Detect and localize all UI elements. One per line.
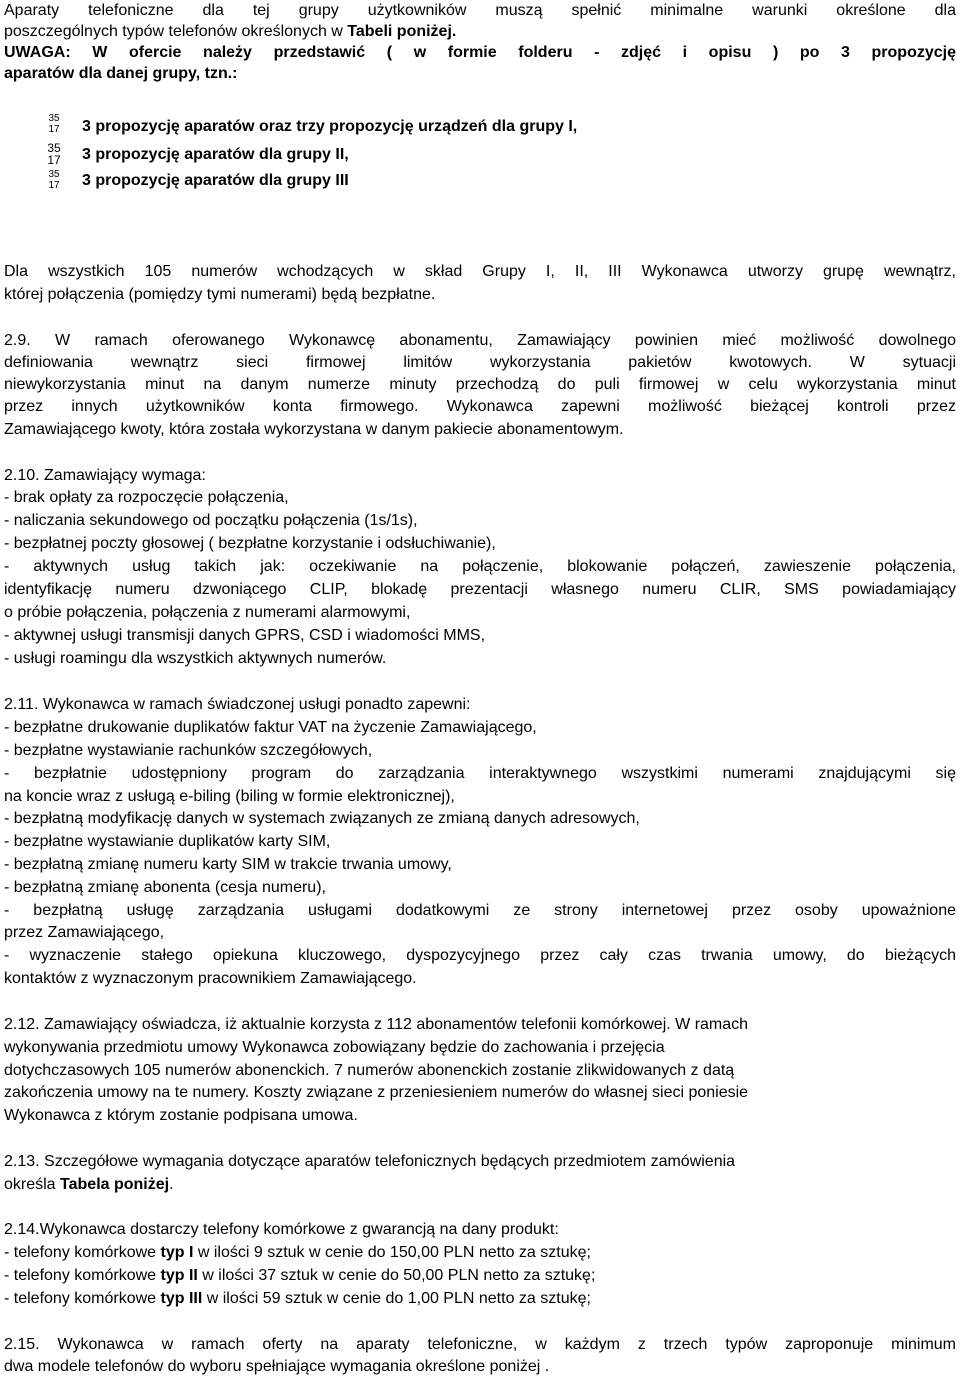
- intro-line-4: aparatów dla danej grupy, tzn.:: [4, 65, 238, 82]
- p213-line-2-end: .: [169, 1176, 174, 1193]
- tabeli-ponizej-bold: Tabeli poniżej.: [347, 23, 457, 40]
- intro-line-2-text: poszczególnych typów telefonów określonych w: [4, 23, 348, 40]
- p29-line-2: definiowania wewnątrz sieci firmowej limitów wykorzystania pakietów kwotowych. W sytuacji: [4, 354, 956, 371]
- group-3-number: [46, 169, 62, 191]
- p214-item-2-post: w ilości 37 sztuk w cenie do 50,00 PLN netto za sztukę;: [197, 1267, 596, 1284]
- p211-line-3: - bezpłatne wystawianie rachunków szczegółowych,: [4, 742, 373, 759]
- p212-line-4: zakończenia umowy na te numery. Koszty związane z przeniesieniem numerów do własnej sieci poniesie: [4, 1084, 749, 1101]
- group-3-num-top: 35: [48, 169, 60, 180]
- group-2-num-bottom: 17: [47, 153, 61, 167]
- p211-line-1: 2.11. Wykonawca w ramach świadczonej usługi ponadto zapewni:: [4, 696, 471, 713]
- p210-line-4: - bezpłatnej poczty głosowej ( bezpłatne korzystanie i odsłuchiwanie),: [4, 535, 496, 552]
- p210-line-1: 2.10. Zamawiający wymaga:: [4, 467, 206, 484]
- p210-line-3: - naliczania sekundowego od początku połączenia (1s/1s),: [4, 512, 418, 529]
- p211-line-5: na koncie wraz z usługą e-biling (biling w formie elektronicznej),: [4, 788, 455, 805]
- p211-line-2: - bezpłatne drukowanie duplikatów faktur VAT na życzenie Zamawiającego,: [4, 719, 537, 736]
- p214-item-3: [4, 1288, 956, 1310]
- tabela-ponizej-bold: Tabela poniżej: [60, 1176, 170, 1193]
- p215-line-1: 2.15. Wykonawca w ramach oferty na aparaty telefoniczne, w każdym z trzech typów zaproponuje minimum: [4, 1336, 956, 1353]
- group-1-number: [46, 113, 62, 135]
- p211-line-9: - bezpłatną zmianę abonenta (cesja numeru),: [4, 879, 326, 896]
- p211-line-11: przez Zamawiającego,: [4, 924, 165, 941]
- p215-line-2: dwa modele telefonów do wyboru spełniające wymagania określone poniżej .: [4, 1358, 550, 1375]
- p210-line-2: - brak opłaty za rozpoczęcie połączenia,: [4, 489, 289, 506]
- p214-item-1: [4, 1242, 956, 1264]
- group-para-line-2: której połączenia (pomiędzy tymi numerami) będą bezpłatne.: [4, 286, 436, 303]
- p29-line-3: niewykorzystania minut na danym numerze minuty przechodzą do puli firmowej w celu wykorzystania minut: [4, 376, 956, 393]
- p211-line-6: - bezpłatną modyfikację danych w systemach związanych ze zmianą danych adresowych,: [4, 810, 640, 827]
- p214-item-3-typ: typ III: [160, 1290, 203, 1307]
- group-para-line-1: Dla wszystkich 105 numerów wchodzących w skład Grupy I, II, III Wykonawca utworzy grupę wewnątrz,: [4, 263, 956, 280]
- p211-line-10: - bezpłatną usługę zarządzania usługami dodatkowymi ze strony internetowej przez osoby upoważnione: [4, 902, 956, 919]
- p29-line-4: przez innych użytkowników konta firmowego. Wykonawca zapewni możliwość bieżącej kontroli przez: [4, 398, 956, 415]
- p210-line-7: o próbie połączenia, połączenia z numerami alarmowymi,: [4, 604, 411, 621]
- group-1-text: 3 propozycję aparatów oraz trzy propozycję urządzeń dla grupy I,: [82, 118, 578, 135]
- group-1-num-bottom: 17: [48, 124, 60, 135]
- p212-line-5: Wykonawca z którym zostanie podpisana umowa.: [4, 1107, 358, 1124]
- p210-line-5: - aktywnych usług takich jak: oczekiwanie na połączenie, blokowanie połączeń, zawieszenie połączenia,: [4, 558, 956, 575]
- p29-line-5: Zamawiającego kwoty, która została wykorzystana w danym pakiecie abonamentowym.: [4, 421, 624, 438]
- p211-line-13: kontaktów z wyznaczonym pracownikiem Zamawiającego.: [4, 970, 417, 987]
- uwaga-line: UWAGA: W ofercie należy przedstawić ( w formie folderu - zdjęć i opisu ) po 3 propozycję: [4, 44, 956, 61]
- group-3-text: 3 propozycję aparatów dla grupy III: [82, 172, 349, 189]
- p213-line-2: [4, 1174, 956, 1196]
- p210-line-9: - usługi roamingu dla wszystkich aktywnych numerów.: [4, 650, 387, 667]
- p214-item-1-typ: typ I: [160, 1244, 194, 1261]
- p29-line-1: 2.9. W ramach oferowanego Wykonawcę abonamentu, Zamawiający powinien mieć możliwość dowolnego: [4, 332, 956, 349]
- intro-line-1: Aparaty telefoniczne dla tej grupy użytkowników muszą spełnić minimalne warunki określone dla: [4, 2, 956, 19]
- group-2-number: [46, 142, 62, 166]
- p211-line-7: - bezpłatne wystawianie duplikatów karty SIM,: [4, 833, 331, 850]
- p210-line-6: identyfikację numeru dzwoniącego CLIP, blokadę prezentacji własnego numeru CLIR, SMS powiadamiający: [4, 581, 956, 598]
- p212-line-3: dotychczasowych 105 numerów abonenckich. 7 numerów abonenckich zostanie zlikwidowanych z datą: [4, 1062, 735, 1079]
- p211-line-12: - wyznaczenie stałego opiekuna kluczowego, dyspozycyjnego przez cały czas trwania umowy, do bieżących: [4, 947, 956, 964]
- group-2-num-top: 35: [47, 141, 61, 155]
- p214-item-1-post: w ilości 9 sztuk w cenie do 150,00 PLN netto za sztukę;: [193, 1244, 591, 1261]
- p214-item-3-post: w ilości 59 sztuk w cenie do 1,00 PLN netto za sztukę;: [202, 1290, 591, 1307]
- p214-item-2-typ: typ II: [160, 1267, 198, 1284]
- p214-item-2-pre: - telefony komórkowe: [4, 1267, 161, 1284]
- p214-item-3-pre: - telefony komórkowe: [4, 1290, 161, 1307]
- p211-line-8: - bezpłatną zmianę numeru karty SIM w trakcie trwania umowy,: [4, 856, 452, 873]
- p214-line-1: 2.14.Wykonawca dostarczy telefony komórkowe z gwarancją na dany produkt:: [4, 1221, 559, 1238]
- p213-line-1: 2.13. Szczegółowe wymagania dotyczące aparatów telefonicznych będących przedmiotem zamówienia: [4, 1153, 736, 1170]
- p214-item-2: [4, 1265, 956, 1287]
- group-2-text: 3 propozycję aparatów dla grupy II,: [82, 146, 349, 163]
- p214-item-1-pre: - telefony komórkowe: [4, 1244, 161, 1261]
- group-3-num-bottom: 17: [48, 180, 60, 191]
- group-1-num-top: 35: [48, 113, 60, 124]
- p212-line-1: 2.12. Zamawiający oświadcza, iż aktualnie korzysta z 112 abonamentów telefonii komórkowej. W ramach: [4, 1016, 749, 1033]
- intro-line-2: [4, 21, 956, 43]
- p213-line-2-text: określa: [4, 1176, 61, 1193]
- p210-line-8: - aktywnej usługi transmisji danych GPRS, CSD i wiadomości MMS,: [4, 627, 486, 644]
- p211-line-4: - bezpłatnie udostępniony program do zarządzania interaktywnego wszystkimi numerami znajdującymi się: [4, 765, 956, 782]
- p212-line-2: wykonywania przedmiotu umowy Wykonawca zobowiązany będzie do zachowania i przejęcia: [4, 1039, 665, 1056]
